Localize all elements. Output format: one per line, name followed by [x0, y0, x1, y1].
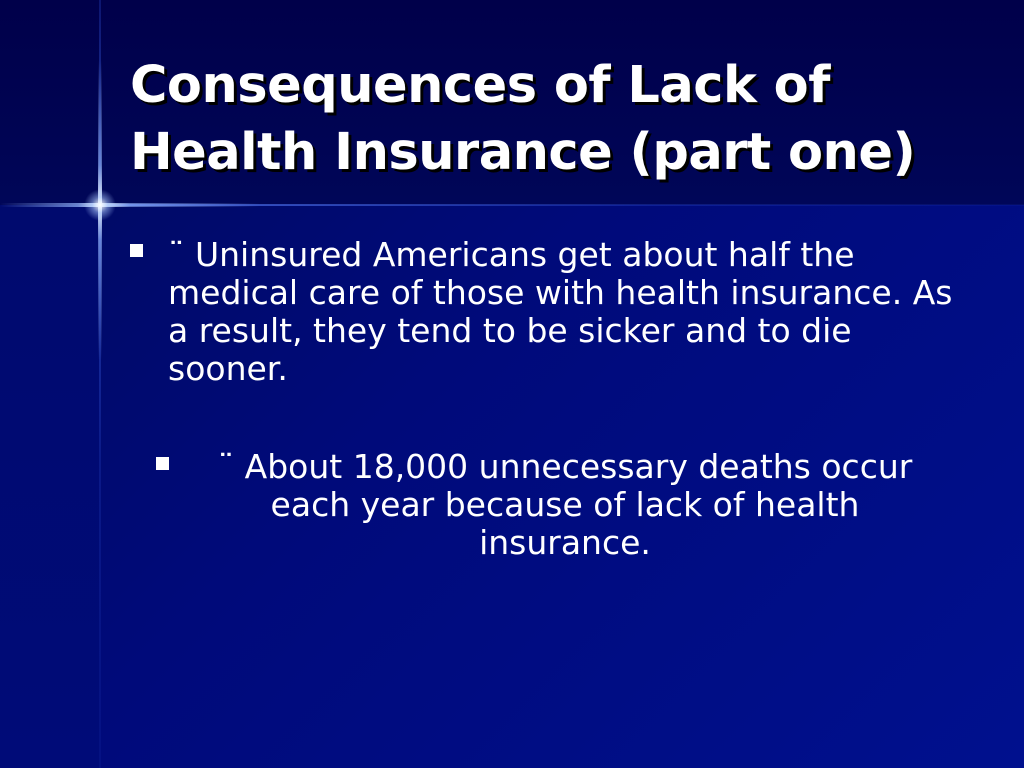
square-bullet-icon	[156, 457, 169, 470]
sparkle-star-icon	[84, 189, 116, 221]
sparkle-flare-horizontal	[0, 203, 260, 207]
slide-title: Consequences of Lack of Health Insurance (part one)	[130, 56, 916, 182]
bullet-item	[130, 236, 970, 388]
bullet-text: ¨ About 18,000 unnecessary deaths occur each year because of lack of health insurance.	[217, 447, 913, 562]
bullet-text: ¨ Uninsured Americans get about half the medical care of those with health insurance. As a result, they tend to be sicker and to die sooner.	[168, 235, 953, 388]
left-column-band	[0, 205, 100, 768]
bullet-item	[156, 448, 946, 562]
square-bullet-icon	[130, 244, 143, 257]
